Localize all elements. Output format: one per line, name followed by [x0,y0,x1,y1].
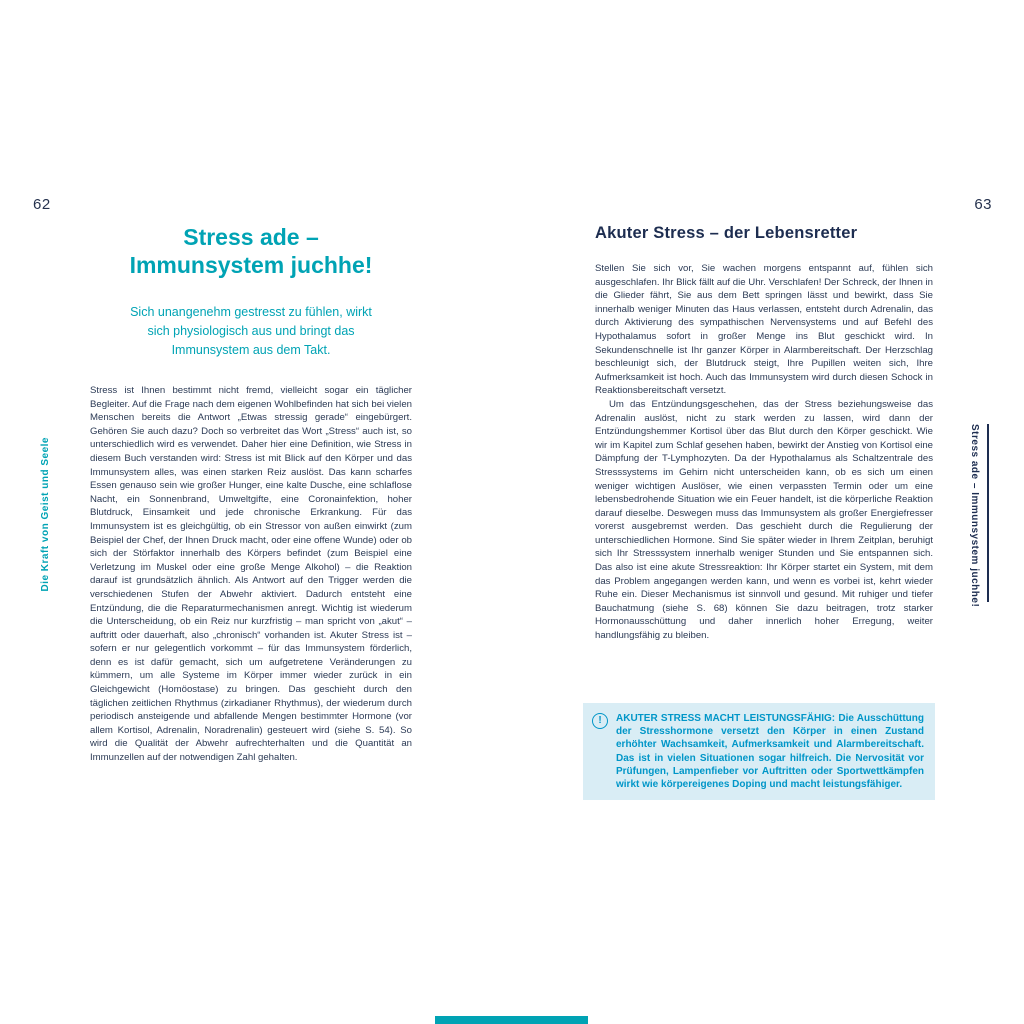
running-head-right: Stress ade – Immunsystem juchhe! [969,424,980,608]
right-body-paragraph-1: Stellen Sie sich vor, Sie wachen morgens entspannt auf, fühlen sich ausgeschlafen. Ihr Blick fällt auf die Uhr. Verschlafen! Der Schreck, der Ihnen in die Glieder fährt, Sie aus dem Bett springen lässt und bewirkt, dass Sie innerhalb weniger Minuten das Haus verlassen, entsteht durch Adrenalin, das durch Aktivierung des sympathischen Nervensystems und auf Befehl des Hypothalamus sofort in großer Menge ins Blut geschickt wird. In Sekundenschnelle ist Ihr ganzer Körper in Alarmbereitschaft. Der Herzschlag beschleunigt sich, der Blutdruck steigt, Ihre Pupillen weiten sich, Ihre Aufmerksamkeit ist hoch. Auch das Immunsystem wird durch diesen Schock in Reaktionsbereitschaft versetzt. [595,263,933,397]
left-page-body-text: Stress ist Ihnen bestimmt nicht fremd, vielleicht sogar ein täglicher Begleiter. Auf die Frage nach dem eigenen Wohlbefinden hat sich bei vielen Menschen bereits die Antwort „Etwas stressig gerade“ eingebürgert. Gehören Sie auch dazu? Doch so verbreitet das Wort „Stress“ auch ist, so unterschiedlich wird es verwendet. Daher hier eine Definition, wie Stress in diesem Buch verstanden wird: Stress ist mit Blick auf den Körper und das Immunsystem alles, was einen starken Reiz auslöst. Das kann scharfes Essen genauso sein wie großer Hunger, eine kalte Dusche, eine schlaflose Nacht, ein Sonnenbrand, Umweltgifte, eine Coronainfektion, hoher Blutdruck, Einsamkeit und jede chronische Erkrankung. Für das Immunsystem ist es gleichgültig, ob ein Stressor von außen einwirkt (zum Beispiel der Chef, der Ihnen Druck macht, oder eine offene Wunde) oder ob sich der Störfaktor innerhalb des Körpers befindet (zum Beispiel eine Verletzung im Muskel oder eine große Menge Alkohol) – die Reaktion darauf ist grundsätzlich ähnlich. Als Antwort auf den Trigger werden die verschiedenen Stufen der Abwehr aktiviert. Dadurch entsteht eine Entzündung, die die Reparaturmechanismen anregt. Wichtig ist wiederum die Unterscheidung, ob ein Reiz nur kurzfristig – man spricht von „akut“ – auftritt oder dauerhaft, also „chronisch“ vorhanden ist. Akuter Stress ist – sofern er nur gelegentlich vorkommt – für das Immunsystem förderlich, denn es ist dafür gemacht, sich um aufgetretene Veränderungen zu kümmern, um alle Systeme im Körper immer wieder zurück in ein Gleichgewicht (Homöostase) zu bringen. Das geschieht durch den täglichen zeitlichen Rhythmus (zirkadianer Rhythmus), der wiederum durch periodisch ansteigende und abfallende Mengen bestimmter Hormone (vor allem Kortisol, Adrenalin, Noradrenalin) gesteuert wird (siehe S. 54). So wird die Qualität der Abwehr aufrechterhalten und die Quantität an Immunzellen auf der notwendigen Zahl gehalten. [90,385,412,764]
bottom-accent-bar [435,1016,588,1024]
info-callout-box [583,703,935,800]
chapter-subtitle: Sich unangenehm gestresst zu fühlen, wirkt sich physiologisch aus und bringt das Immunsystem aus dem Takt. [130,305,372,357]
chapter-title-line1: Stress ade – [183,224,319,250]
section-heading: Akuter Stress – der Lebensretter [595,224,858,242]
page-number-right: 63 [974,196,992,213]
right-page-body-text [595,262,933,643]
chapter-title-line2: Immunsystem juchhe! [129,251,373,278]
running-head-rule [987,424,989,602]
running-head-left: Die Kraft von Geist und Seele [40,437,51,592]
right-body-paragraph-2: Um das Entzündungsgeschehen, das der Stress beziehungsweise das Adrenalin auslöst, nicht zu stark werden zu lassen, wird dann der Entzündungshemmer Kortisol über das Blut durch den Körper geschickt. Wie wir im Kapitel zum Schlaf gesehen haben, bewirkt der Anstieg von Kortisol eine Dämpfung der T-Lymphozyten. Da der Hypothalamus als Schaltzentrale des Stresssystems im Gehirn nicht unterscheiden kann, ob es sich um einen weniger wichtigen Auslöser, wie einen verpassten Termin oder um eine lebensbedrohende Situation wie ein Feuer handelt, ist die körperliche Reaktion darauf dieselbe. Deswegen muss das Immunsystem als großer Energiefresser vorerst ausgebremst werden. Das geschieht durch die Regulierung der unterschiedlichen Hormone. Sind Sie später wieder in Ihrem Zeitplan, beruhigt sich Ihr Stresssystem innerhalb weniger Stunden und Sie entspannen sich. Das also ist eine akute Stressreaktion: Ihr Körper startet ein System, mit dem das Problem angegangen werden kann, und wenn es vorbei ist, kehrt wieder Ruhe ein. Dieser Mechanismus ist sinnvoll und gesund. Mit ruhiger und tiefer Bauchatmung (siehe S. 68) können Sie dazu beitragen, trotz starker Hormonausschüttung und daher innerlich hoher Erregung, weiter handlungsfähig zu bleiben. [595,398,933,642]
chapter-title [90,224,412,279]
page-number-left: 62 [33,196,51,213]
info-callout-text: AKUTER STRESS MACHT LEISTUNGSFÄHIG: Die Ausschüttung der Stresshormone versetzt den Körper in einen Zustand erhöhter Wachsamkeit, Aufmerksamkeit und Alarmbereitschaft. Das ist in vielen Situationen sogar hilfreich. Die Nervosität vor Prüfungen, Lampenfieber vor Auftritten oder Sportwettkämpfen wirkt wie körpereigenes Doping und macht leistungsfähiger. [616,713,924,791]
exclamation-icon: ! [592,713,608,729]
